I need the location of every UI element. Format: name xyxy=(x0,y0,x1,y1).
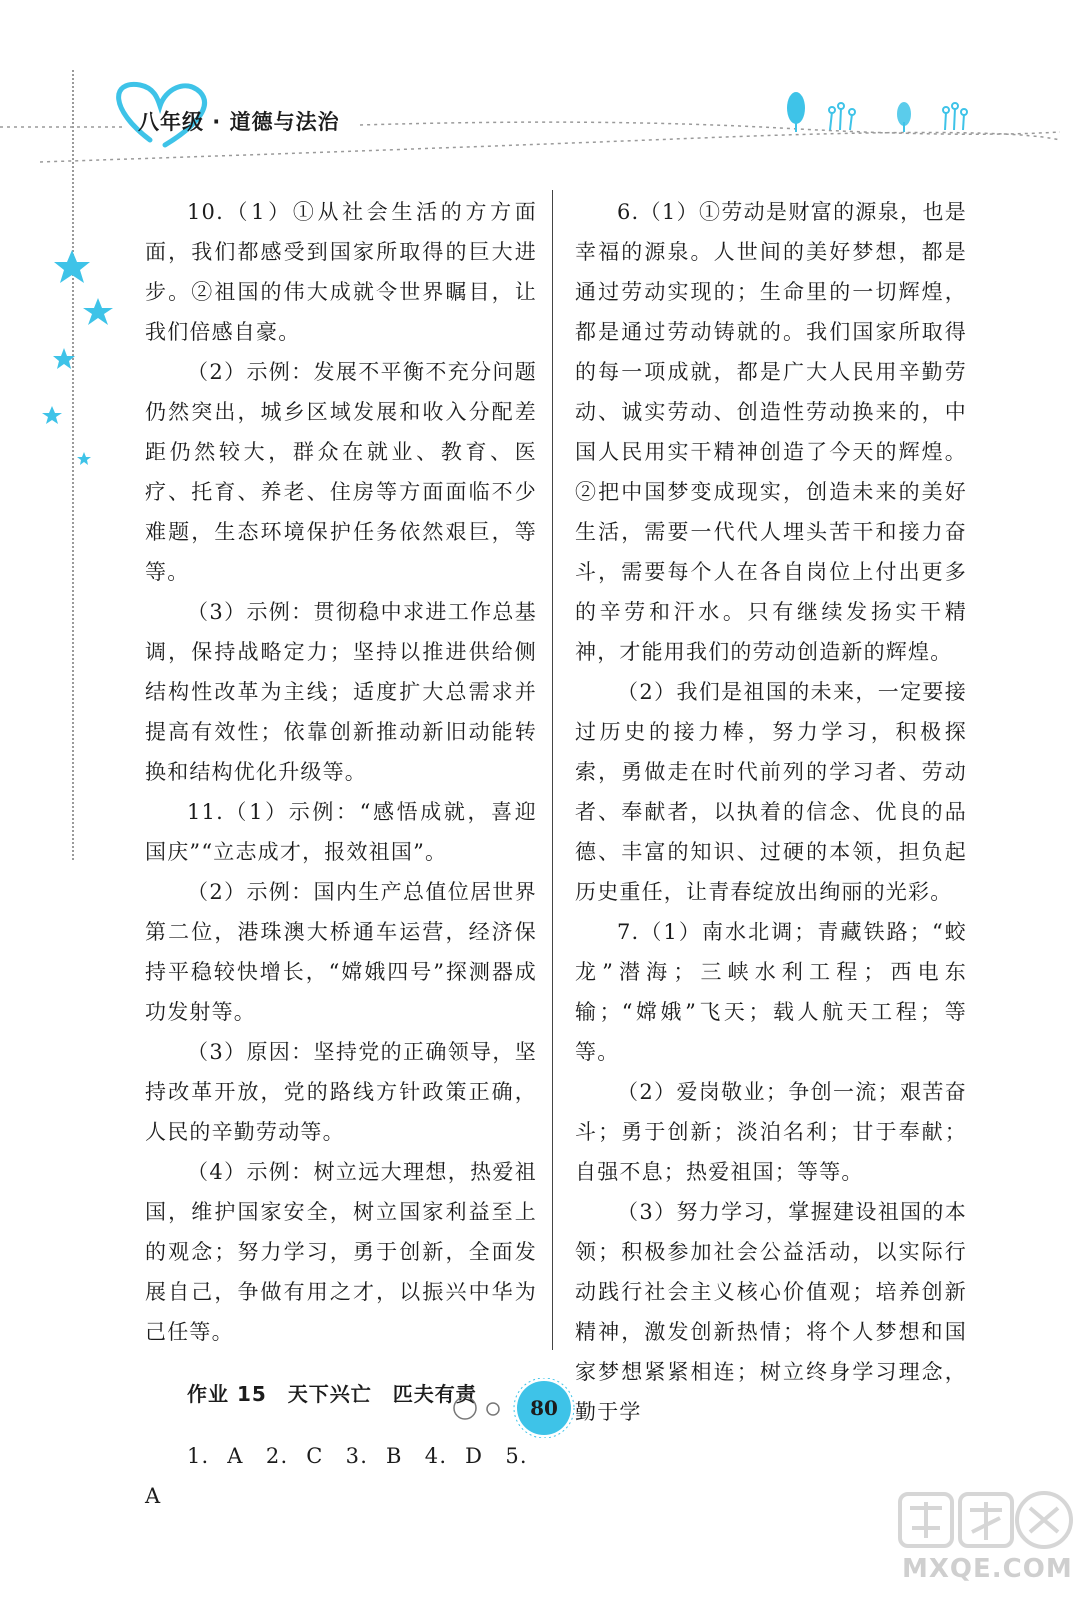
star-icon xyxy=(83,298,113,325)
answer-paragraph: （3）示例：贯彻稳中求进工作总基调，保持战略定力；坚持以推进供给侧结构性改革为主线；适度扩大总需求并提高有效性；依靠创新推动新旧动能转换和结构优化升级等。 xyxy=(145,600,537,784)
header-decoration xyxy=(0,0,1091,175)
right-column xyxy=(575,192,967,1432)
answer-paragraph: （2）示例：国内生产总值位居世界第二位，港珠澳大桥通车运营，经济保持平稳较快增长，“嫦娥四号”探测器成功发射等。 xyxy=(145,880,537,1024)
star-icon xyxy=(42,406,62,424)
page-header xyxy=(0,0,1091,175)
answer-paragraph: （2）爱岗敬业；争创一流；艰苦奋斗；勇于创新；淡泊名利；甘于奉献；自强不息；热爱祖国；等等。 xyxy=(575,1080,967,1184)
answer-paragraph: 7.（1）南水北调；青藏铁路；“蛟龙”潜海；三峡水利工程；西电东输；“嫦娥”飞天；载人航天工程；等等。 xyxy=(575,920,967,1064)
answer-paragraph: （4）示例：树立远大理想，热爱祖国，维护国家安全，树立国家利益至上的观念；努力学习，勇于创新，全面发展自己，争做有用之才，以振兴中华为己任等。 xyxy=(145,1160,537,1344)
answer-paragraph: 11.（1）示例：“感悟成就，喜迎国庆”“立志成才，报效祖国”。 xyxy=(145,800,537,864)
circle-icon xyxy=(487,1403,499,1415)
watermark-text: MXQE.COM xyxy=(902,1554,1073,1584)
answer-paragraph: （2）我们是祖国的未来，一定要接过历史的接力棒，努力学习，积极探索，勇做走在时代前列的学习者、劳动者、奉献者，以执着的信念、优良的品德、丰富的知识、过硬的本领，担负起历史重任，让青春绽放出绚丽的光彩。 xyxy=(575,680,967,904)
answer-paragraph: 6.（1）①劳动是财富的源泉，也是幸福的源泉。人世间的美好梦想，都是通过劳动实现的；生命里的一切辉煌，都是通过劳动铸就的。我们国家所取得的每一项成就，都是广大人民用辛勤劳动、诚实劳动、创造性劳动换来的，中国人民用实干精神创造了今天的辉煌。②把中国梦变成现实，创造未来的美好生活，需要一代代人埋头苦干和接力奋斗，需要每个人在各自岗位上付出更多的辛劳和汗水。只有继续发扬实干精神，才能用我们的劳动创造新的辉煌。 xyxy=(575,200,967,664)
answer-paragraph: （3）原因：坚持党的正确领导，坚持改革开放，党的路线方针政策正确，人民的辛勤劳动等。 xyxy=(145,1040,537,1144)
header-title: 八年级 · 道德与法治 xyxy=(138,110,340,134)
section-title: 作业 15 天下兴亡 匹夫有责 xyxy=(187,1382,477,1406)
answer-paragraph: （3）努力学习，掌握建设祖国的本领；积极参加社会公益活动，以实际行动践行社会主义核心价值观；培养创新精神，激发创新热情；将个人梦想和国家梦想紧紧相连；树立终身学习理念，勤于学 xyxy=(575,1200,967,1424)
star-icon xyxy=(77,452,91,465)
choice-answers: 1. A 2. C 3. B 4. D 5. A xyxy=(145,1444,528,1508)
left-column xyxy=(145,192,537,1516)
page-number: 80 xyxy=(530,1396,558,1420)
answer-paragraph: 10.（1）①从社会生活的方方面面，我们都感受到国家所取得的巨大进步。②祖国的伟大成就令世界瞩目，让我们倍感自豪。 xyxy=(145,200,537,344)
star-icon xyxy=(54,250,90,283)
stars-decoration xyxy=(40,240,120,480)
circle-icon xyxy=(454,1397,476,1419)
star-icon xyxy=(53,348,75,369)
column-divider xyxy=(552,190,553,1350)
answer-paragraph: （2）示例：发展不平衡不充分问题仍然突出，城乡区域发展和收入分配差距仍然较大，群众在就业、教育、医疗、托育、养老、住房等方面面临不少难题，生态环境保护任务依然艰巨，等等。 xyxy=(145,360,537,584)
